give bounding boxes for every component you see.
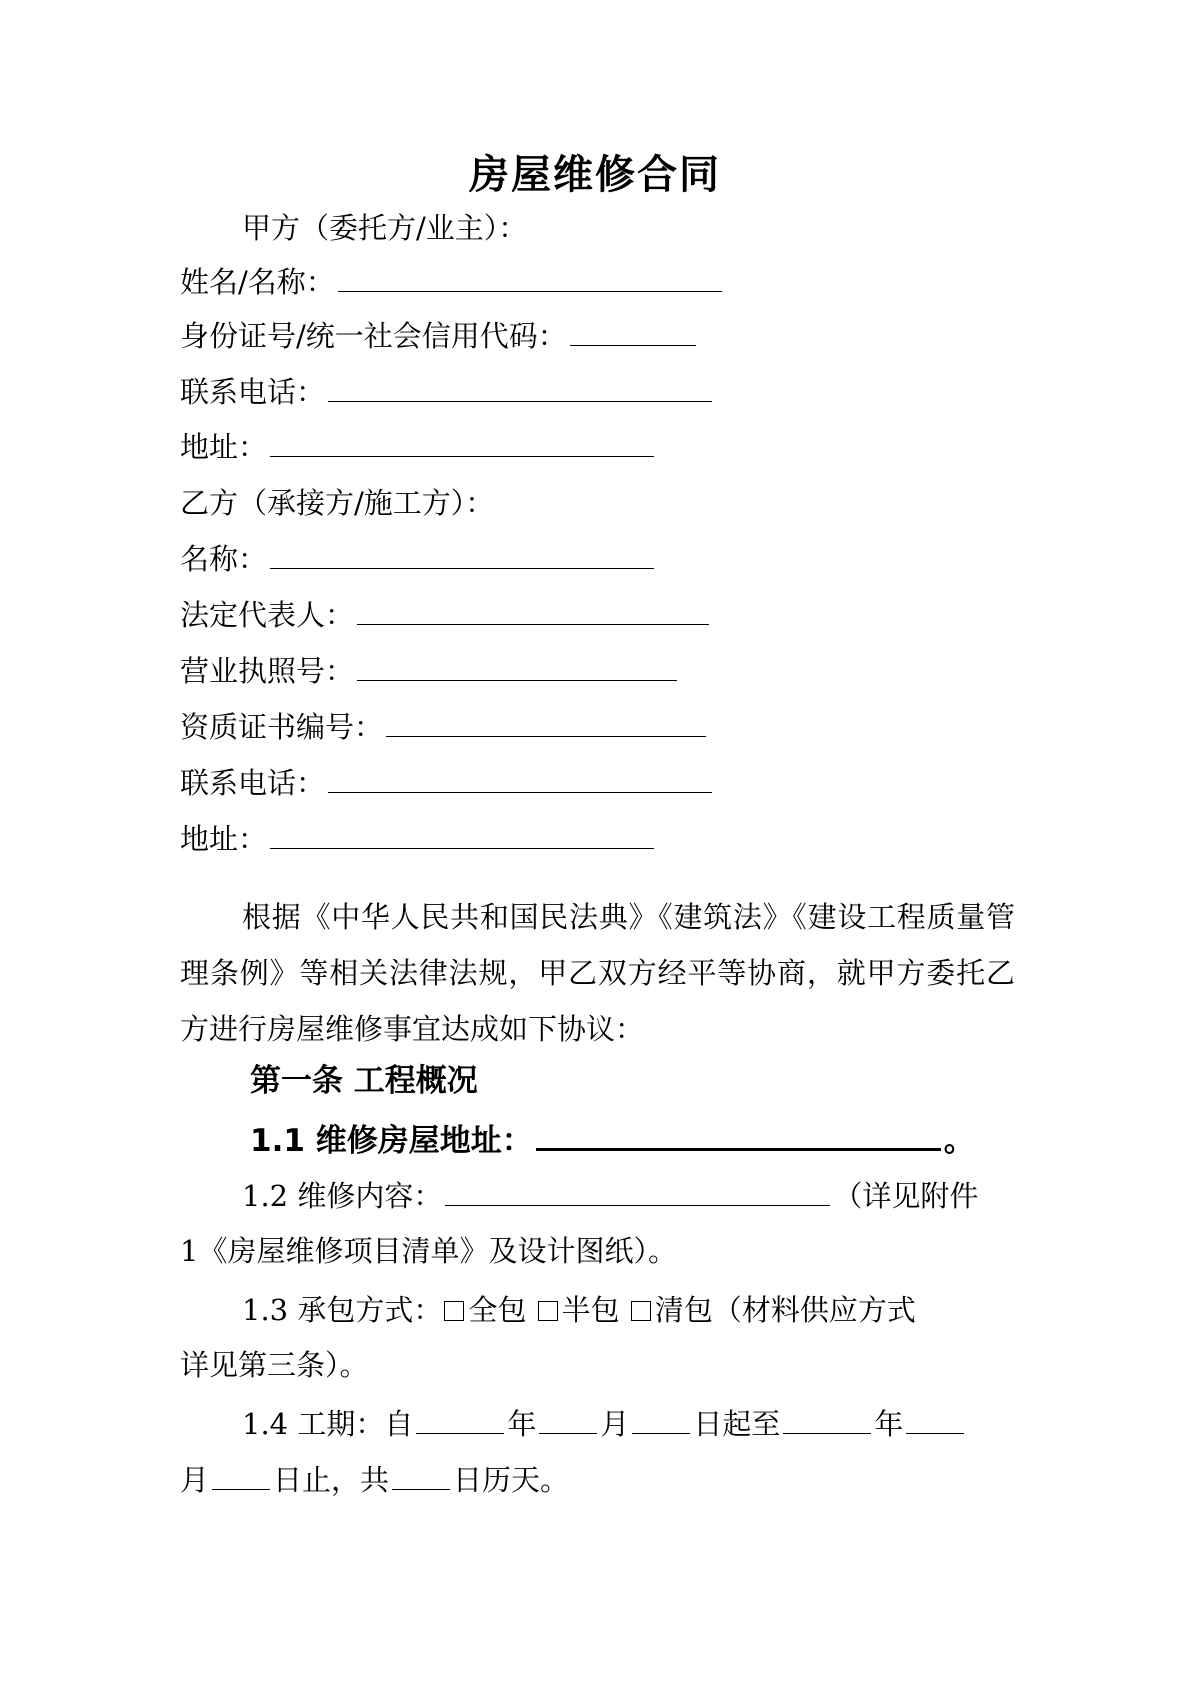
party-b-address-label: 地址： [180, 822, 268, 856]
party-a-phone-field[interactable] [328, 371, 712, 402]
start-month-unit: 月 [600, 1407, 630, 1441]
party-b-rep-row [180, 594, 712, 635]
document-title: 房屋维修合同 [469, 152, 721, 198]
labor-only-checkbox[interactable] [631, 1301, 651, 1321]
clause-1-2-cont: 1《房屋维修项目清单》及设计图纸）。 [180, 1234, 677, 1268]
party-b-license-field[interactable] [357, 650, 677, 681]
clause-1-2-label: 1.2 维修内容： [242, 1179, 443, 1213]
party-b-cert-field[interactable] [386, 706, 706, 737]
clause-1-4-label: 1.4 工期：自 [242, 1407, 414, 1441]
end-day-unit: 日止，共 [273, 1463, 390, 1497]
party-b-address-row [180, 818, 657, 859]
party-a-id-field[interactable] [570, 315, 696, 346]
party-a-name-field[interactable] [338, 261, 722, 292]
clause-1-4-cont [180, 1459, 569, 1500]
clause-1-2-suffix: （详见附件 [833, 1179, 979, 1213]
article-1-heading: 第一条 工程概况 [250, 1063, 478, 1099]
end-year-field[interactable] [783, 1403, 871, 1434]
full-package-checkbox[interactable] [444, 1301, 464, 1321]
clause-1-1-label: 1.1 维修房屋地址： [250, 1123, 533, 1159]
party-b-phone-field[interactable] [328, 762, 712, 793]
labor-only-label: 清包（材料供应方式 [654, 1293, 916, 1327]
clause-1-3-row [242, 1290, 916, 1330]
full-package-label: 全包 [468, 1293, 527, 1327]
party-b-license-row [180, 650, 680, 691]
party-b-cert-row [180, 706, 709, 747]
end-month-field[interactable] [906, 1403, 964, 1434]
party-a-id-row [180, 315, 699, 356]
total-days-unit: 日历天。 [453, 1463, 570, 1497]
party-b-name-label: 名称： [180, 542, 268, 576]
party-b-rep-label: 法定代表人： [180, 598, 355, 632]
clause-1-2-row [242, 1175, 978, 1216]
party-b-license-label: 营业执照号： [180, 654, 355, 688]
start-day-unit: 日起至 [693, 1407, 781, 1441]
party-a-name-row [180, 261, 725, 302]
start-year-field[interactable] [416, 1403, 504, 1434]
start-year-unit: 年 [507, 1407, 537, 1441]
party-a-id-label: 身份证号/统一社会信用代码： [180, 319, 567, 353]
party-b-rep-field[interactable] [357, 594, 709, 625]
half-package-label: 半包 [561, 1293, 620, 1327]
party-a-phone-label: 联系电话： [180, 375, 326, 409]
end-year-unit: 年 [874, 1407, 904, 1441]
clause-1-1-end: 。 [943, 1123, 975, 1159]
start-month-field[interactable] [539, 1403, 597, 1434]
party-b-address-field[interactable] [270, 818, 654, 849]
party-b-name-row [180, 538, 657, 579]
end-month-unit: 月 [180, 1463, 210, 1497]
repair-content-field[interactable] [445, 1175, 830, 1206]
half-package-checkbox[interactable] [538, 1301, 558, 1321]
party-b-phone-label: 联系电话： [180, 766, 326, 800]
repair-address-field[interactable] [536, 1118, 941, 1151]
clause-1-3-label: 1.3 承包方式： [242, 1293, 443, 1327]
party-a-name-label: 姓名/名称： [180, 265, 335, 299]
preamble-paragraph: 根据《中华人民共和国民法典》《建筑法》《建设工程质量管理条例》等相关法律法规，甲乙双方经平等协商，就甲方委托乙方进行房屋维修事宜达成如下协议： [180, 900, 1015, 1046]
party-b-heading: 乙方（承接方/施工方）： [180, 486, 495, 520]
party-b-cert-label: 资质证书编号： [180, 710, 384, 744]
party-a-address-field[interactable] [270, 426, 654, 457]
end-day-field[interactable] [212, 1459, 270, 1490]
clause-1-3-cont: 详见第三条）。 [180, 1348, 369, 1382]
clause-1-1-row [250, 1118, 975, 1161]
start-day-field[interactable] [632, 1403, 690, 1434]
clause-1-4-row [242, 1403, 967, 1444]
party-a-phone-row [180, 371, 715, 412]
party-a-address-label: 地址： [180, 430, 268, 464]
total-days-field[interactable] [392, 1459, 450, 1490]
party-a-heading: 甲方（委托方/业主）： [242, 211, 528, 245]
party-a-address-row [180, 426, 657, 467]
party-b-phone-row [180, 762, 715, 803]
party-b-name-field[interactable] [270, 538, 654, 569]
